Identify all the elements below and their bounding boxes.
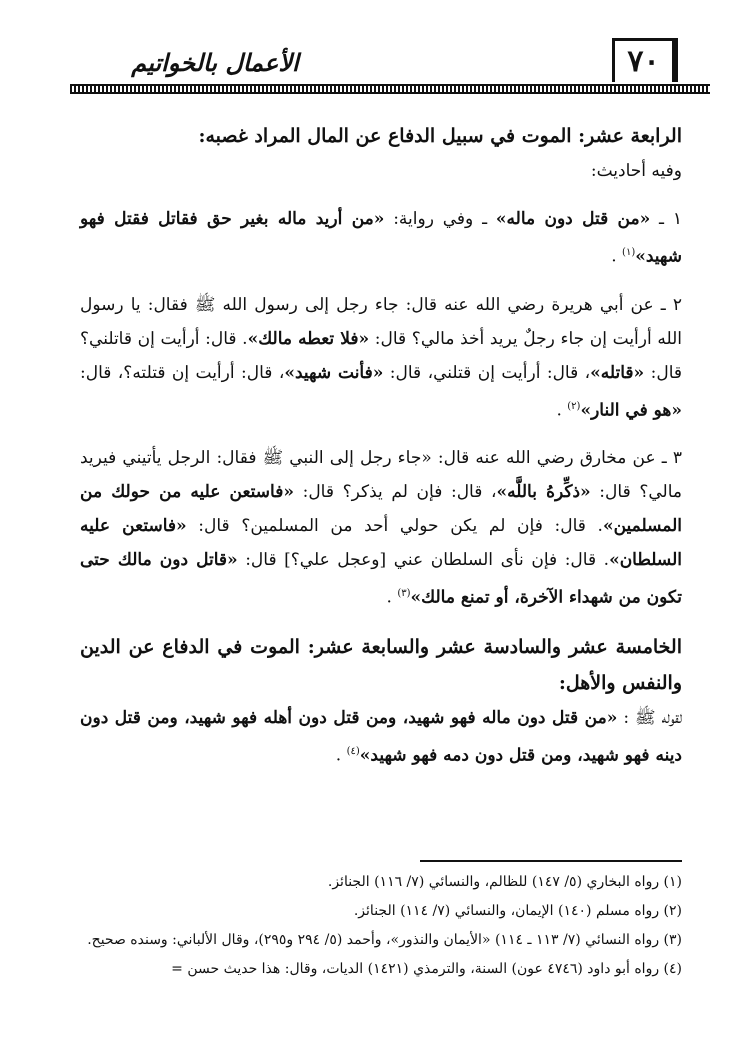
section-15-end: . <box>335 745 347 766</box>
main-text <box>80 118 682 773</box>
hadith-2-text-e: ، قال: أرأيت إن قتلني، قال: <box>383 362 591 383</box>
hadith-2-quote-f: «فأنت شهيد» <box>284 362 384 383</box>
section-15-text <box>80 701 682 773</box>
hadith-3-quote-b: «ذكِّرهُ باللَّه» <box>496 482 591 503</box>
footnote-ref-2: (٢) <box>567 400 581 412</box>
hadith-2-quote-h: «هو في النار» <box>580 400 682 421</box>
footnote-ref-3: (٣) <box>397 588 411 600</box>
header-divider <box>70 84 710 94</box>
hadith-3-text-e: . قال: فإن لم يكن حولي أحد من المسلمين؟ قال: <box>186 516 603 537</box>
footnote-2: (٢) رواه مسلم (١٤٠) الإيمان، والنسائي (٧/ ١١٤) الجنائز. <box>353 903 682 919</box>
section-15-intro: لقوله ﷺ : <box>617 707 682 728</box>
hadith-2-text-a: ٢ ـ عن أبي هريرة رضي الله عنه قال: جاء رجل إلى رسول الله ﷺ فقال: يا رسول الله أرأيت إن جاء رجلٌ يريد أخذ مالي؟ قال: <box>80 294 682 349</box>
section-heading-15: الخامسة عشر والسادسة عشر والسابعة عشر: الموت في الدفاع عن الدين والنفس والأهل: <box>80 635 682 694</box>
hadith-2-end: . <box>556 400 568 421</box>
hadith-1 <box>80 202 682 274</box>
hadith-1-quote-1: «من قتل دون ماله» <box>495 209 651 229</box>
page-number: ٧٠ <box>612 38 678 82</box>
running-title: الأعمال بالخواتيم <box>131 48 299 77</box>
page-header <box>30 38 680 98</box>
hadith-2-quote-b: «فلا تعطه مالك» <box>247 328 370 349</box>
hadith-3-quote-f: «فاستعن عليه السلطان» <box>80 516 682 571</box>
footnote-4: (٤) رواه أبو داود (٤٧٤٦ عون) السنة، والترمذي (١٤٢١) الديات، وقال: هذا حديث حسن = <box>171 961 682 977</box>
hadith-1-end: . <box>611 246 623 267</box>
footnotes <box>30 868 682 984</box>
footnote-3: (٣) رواه النسائي (٧/ ١١٣ ـ ١١٤) «الأيمان والنذور»، وأحمد (٥/ ٢٩٤ و٢٩٥)، وقال الألباني: وسنده صحيح. <box>87 932 682 948</box>
footnote-1: (١) رواه البخاري (٥/ ١٤٧) للظالم، والنسائي (٧/ ١١٦) الجنائز. <box>327 874 682 890</box>
hadith-3-end: . <box>386 587 398 608</box>
hadith-3-text-c: ، قال: فإن لم يذكر؟ قال: <box>293 482 497 503</box>
hadith-2-quote-d: «قاتله» <box>590 362 645 383</box>
footnote-ref-4: (٤) <box>346 745 360 757</box>
hadith-3-text-a: ٣ ـ عن مخارق رضي الله عنه قال: «جاء رجل إلى النبي ﷺ فقال: الرجل يأتيني فيريد مالي؟ قال: <box>80 448 682 503</box>
section-15-quote: «من قتل دون ماله فهو شهيد، ومن قتل دون أهله فهو شهيد، ومن قتل دون دينه فهو شهيد، ومن قتل دون دمه فهو شهيد» <box>80 707 682 766</box>
footnote-divider <box>420 860 682 862</box>
hadith-2-text-g: ، قال: أرأيت إن قتلته؟، قال: <box>80 362 285 383</box>
hadith-1-prefix: ١ ـ <box>650 209 682 229</box>
hadith-3-quote-h: «قاتل دون مالك حتى تكون من شهداء الآخرة، أو تمنع مالك» <box>80 550 682 608</box>
hadith-3 <box>80 441 682 615</box>
hadith-3-quote-d: «فاستعن عليه من حولك من المسلمين» <box>80 482 682 537</box>
hadith-3-text-g: . قال: فإن نأى السلطان عني [وعجل علي؟] قال: <box>237 550 610 571</box>
hadith-1-quote-2: «من أريد ماله بغير حق فقاتل فقتل فهو شهيد» <box>80 209 682 267</box>
hadith-2 <box>80 288 682 428</box>
hadith-1-text: ـ وفي رواية: <box>384 209 496 229</box>
section-intro: وفيه أحاديث: <box>590 161 682 181</box>
footnote-ref-1: (١) <box>622 247 636 258</box>
hadith-2-text-c: . قال: أرأيت إن قاتلني؟ قال: <box>80 328 682 383</box>
section-heading-14: الرابعة عشر: الموت في سبيل الدفاع عن المال المراد غصبه: <box>198 125 682 147</box>
